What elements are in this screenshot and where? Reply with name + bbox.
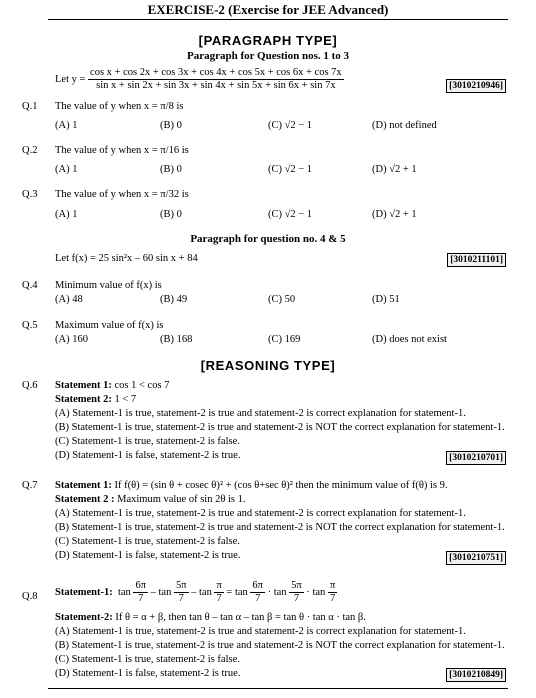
fraction (328, 580, 337, 605)
denominator: 7 (138, 593, 144, 604)
statement-2-text: 1 < 7 (111, 394, 137, 405)
option-c: (C) √2 − 1 (268, 120, 313, 131)
statement-2 (55, 494, 246, 505)
statement-2-label: Statement 2: (55, 394, 112, 405)
numerator: 6π (252, 580, 263, 591)
para2-expression: Let f(x) = 25 sin²x – 60 sin x + 84 (55, 253, 198, 264)
denominator: 7 (293, 593, 300, 604)
option-d: (D) not defined (372, 120, 437, 131)
tan-term: – tan (191, 586, 212, 598)
para1-denominator: sin x + sin 2x + sin 3x + sin 4x + sin 5x + sin 6x + sin 7x (96, 80, 336, 91)
option-b: (B) 0 (160, 209, 182, 220)
tan-term: · tan (306, 586, 326, 598)
question-text: Maximum value of f(x) is (55, 320, 164, 331)
question-number: Q.3 (22, 189, 38, 200)
statement-1 (55, 380, 169, 391)
paragraph2-heading: Paragraph for question no. 4 & 5 (190, 233, 346, 245)
option-c: (C) 169 (268, 334, 301, 345)
option-a: (A) Statement-1 is true, statement-2 is true and statement-2 is correct explanation for statement-1. (55, 626, 466, 637)
statement-2-label: Statement 2 : (55, 494, 115, 505)
question-text: The value of y when x = π/32 is (55, 189, 189, 200)
bottom-divider (48, 688, 508, 689)
option-b: (B) 0 (160, 164, 182, 175)
para1-numerator: cos x + cos 2x + cos 3x + cos 4x + cos 5x + cos 6x + cos 7x (90, 67, 342, 78)
option-d: (D) does not exist (372, 334, 447, 345)
denominator: 7 (329, 593, 336, 604)
option-a: (A) 160 (55, 334, 88, 345)
fraction (250, 580, 265, 605)
question-code: [3010210751] (446, 551, 506, 565)
option-b: (B) 168 (160, 334, 193, 345)
fraction (289, 580, 304, 605)
option-a: (A) 1 (55, 120, 78, 131)
statement-1 (55, 480, 448, 491)
question-number: Q.6 (22, 380, 38, 391)
fraction (214, 580, 223, 605)
option-b: (B) Statement-1 is true, statement-2 is true and statement-2 is NOT the correct explanation for statement-1. (55, 422, 505, 433)
tan-term: – tan (150, 586, 172, 598)
option-c: (C) Statement-1 is true, statement-2 is false. (55, 654, 240, 665)
option-b: (B) 49 (160, 294, 188, 305)
option-b: (B) Statement-1 is true, statement-2 is true and statement-2 is NOT the correct explanation for statement-1. (55, 522, 505, 533)
option-d: (D) √2 + 1 (372, 164, 417, 175)
option-a: (A) Statement-1 is true, statement-2 is true and statement-2 is correct explanation for statement-1. (55, 408, 466, 419)
option-b: (B) 0 (160, 120, 182, 131)
option-c: (C) Statement-1 is true, statement-2 is false. (55, 436, 240, 447)
option-a: (A) 48 (55, 294, 83, 305)
option-c: (C) √2 − 1 (268, 164, 313, 175)
option-d: (D) √2 + 1 (372, 209, 417, 220)
statement-2-text: If θ = α + β, then tan θ – tan α – tan β = tan θ · tan α · tan β. (112, 612, 366, 623)
question-code: [3010211101] (447, 253, 506, 267)
question-number: Q.8 (22, 591, 38, 602)
numerator: 5π (175, 580, 187, 591)
numerator: 5π (291, 580, 302, 591)
fraction (174, 580, 189, 605)
option-a: (A) 1 (55, 209, 78, 220)
option-b: (B) Statement-1 is true, statement-2 is true and statement-2 is NOT the correct explanation for statement-1. (55, 640, 505, 651)
question-code: [3010210849] (446, 668, 506, 682)
option-d: (D) 51 (372, 294, 400, 305)
tan-term: = tan (226, 586, 248, 598)
paragraph-type-heading: [PARAGRAPH TYPE] (198, 33, 338, 48)
statement-2 (55, 394, 136, 405)
tan-term: · tan (267, 586, 287, 598)
numerator: 6π (135, 580, 146, 591)
question-number: Q.4 (22, 280, 38, 291)
option-c: (C) Statement-1 is true, statement-2 is false. (55, 536, 240, 547)
option-c: (C) 50 (268, 294, 296, 305)
fraction (133, 580, 148, 605)
exercise-title: EXERCISE-2 (Exercise for JEE Advanced) (147, 2, 389, 17)
paragraph1-heading: Paragraph for Question nos. 1 to 3 (186, 50, 350, 62)
denominator: 7 (178, 593, 184, 604)
question-text: Minimum value of f(x) is (55, 280, 162, 291)
statement-2 (55, 612, 366, 623)
question-text: The value of y when x = π/8 is (55, 101, 184, 112)
statement-1-label: Statement 1: (55, 480, 112, 491)
statement-1-text: If f(θ) = (sin θ + cosec θ)² + (cos θ+sec θ)² then the minimum value of f(θ) is 9. (111, 480, 448, 491)
question-number: Q.2 (22, 145, 38, 156)
denominator: 7 (216, 593, 222, 604)
para1-fraction (88, 67, 344, 92)
option-d: (D) Statement-1 is false, statement-2 is true. (55, 550, 241, 561)
question-number: Q.5 (22, 320, 38, 331)
reasoning-type-heading: [REASONING TYPE] (200, 358, 336, 373)
statement-1-text: cos 1 < cos 7 (111, 380, 170, 391)
para1-expression (55, 67, 344, 92)
numerator: π (329, 580, 336, 591)
top-divider (48, 19, 508, 20)
question-number: Q.7 (22, 480, 38, 491)
question-code: [3010210701] (446, 451, 506, 465)
option-a: (A) 1 (55, 164, 78, 175)
statement-1-label: Statement 1: (55, 380, 112, 391)
statement-2-text: Maximum value of sin 2θ is 1. (114, 494, 246, 505)
para1-let: Let y = (55, 73, 86, 85)
numerator: π (216, 580, 222, 591)
tan-term: tan (117, 586, 131, 598)
option-c: (C) √2 − 1 (268, 209, 313, 220)
option-a: (A) Statement-1 is true, statement-2 is true and statement-2 is correct explanation for statement-1. (55, 508, 466, 519)
statement-1-label: Statement-1: (55, 586, 113, 598)
question-code: [3010210946] (446, 79, 506, 93)
statement-2-label: Statement-2: (55, 612, 113, 623)
option-d: (D) Statement-1 is false, statement-2 is true. (55, 450, 241, 461)
question-text: The value of y when x = π/16 is (55, 145, 189, 156)
question-number: Q.1 (22, 101, 38, 112)
statement-1 (55, 580, 337, 605)
denominator: 7 (255, 593, 261, 604)
option-d: (D) Statement-1 is false, statement-2 is true. (55, 668, 241, 679)
